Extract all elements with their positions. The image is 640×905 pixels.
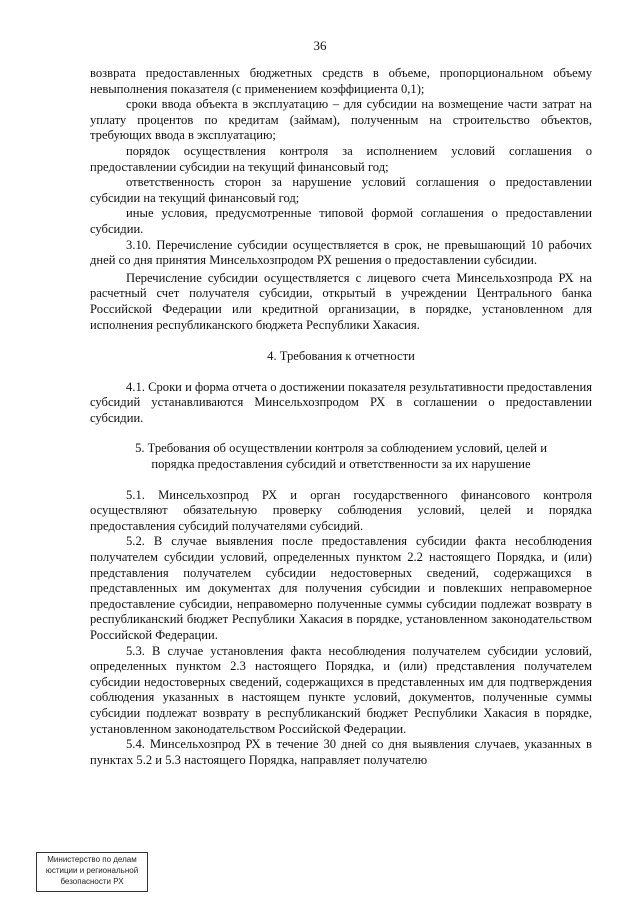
section-heading-5 xyxy=(90,441,592,472)
section-heading-4: 4. Требования к отчетности xyxy=(267,349,415,364)
page-number: 36 xyxy=(313,38,327,53)
stamp-line: юстиции и региональной xyxy=(45,866,139,875)
document-body xyxy=(90,66,592,768)
paragraph: Перечисление субсидии осуществляется с лицевого счета Минсельхозпрода РХ на расчетный счет получателя субсидии, открытый в учреждении Центрального банка Российской Федерации или кредитной организации, в порядке, установленном для исполнения республиканского бюджета Республики Хакасия. xyxy=(90,270,592,332)
paragraph: иные условия, предусмотренные типовой формой соглашения о предоставлении субсидии. xyxy=(90,206,592,236)
section-heading-5-line2: порядка предоставления субсидий и ответственности за их нарушение xyxy=(151,457,531,472)
paragraph: 4.1. Сроки и форма отчета о достижении показателя результативности предоставления субсидий устанавливаются Минсельхозпродом РХ в соглашении о предоставлении субсидии. xyxy=(90,379,592,425)
section-heading-5-line1: 5. Требования об осуществлении контроля за соблюдением условий, целей и xyxy=(135,441,547,456)
stamp-line: безопасности РХ xyxy=(60,877,124,886)
paragraph: ответственность сторон за нарушение условий соглашения о предоставлении субсидии на текущий финансовый год; xyxy=(90,175,592,205)
paragraph: 5.1. Минсельхозпрод РХ и орган государственного финансового контроля осуществляют обязательную проверку соблюдения условий, целей и порядка предоставления субсидий получателями субсидий. xyxy=(90,487,592,533)
paragraph: 5.2. В случае выявления после предоставления субсидии факта несоблюдения получателем субсидии условий, определенных пунктом 2.2 настоящего Порядка, и (или) представления получателем субсидии недостоверных сведений, содержащихся в представленных им документах для получения субсидии и повлекших неправомерное предоставление субсидии, неправомерно полученные суммы субсидии подлежат возврату в республиканский бюджет Республики Хакасия в порядке, установленном законодательством Российской Федерации. xyxy=(90,534,592,642)
paragraph: 3.10. Перечисление субсидии осуществляется в срок, не превышающий 10 рабочих дней со дня принятия Минсельхозпродом РХ решения о предоставлении субсидии. xyxy=(90,237,592,268)
paragraph: возврата предоставленных бюджетных средств в объеме, пропорциональном объему невыполнения показателя (с применением коэффициента 0,1); xyxy=(90,66,592,96)
ministry-stamp xyxy=(36,852,148,892)
stamp-line: Министерство по делам xyxy=(47,855,137,864)
paragraph: порядок осуществления контроля за исполнением условий соглашения о предоставлении субсидии на текущий финансовый год; xyxy=(90,143,592,174)
paragraph: 5.4. Минсельхозпрод РХ в течение 30 дней со дня выявления случаев, указанных в пунктах 5.2 и 5.3 настоящего Порядка, направляет получателю xyxy=(90,737,592,767)
paragraph: сроки ввода объекта в эксплуатацию – для субсидии на возмещение части затрат на уплату процентов по кредитам (займам), полученным на строительство объектов, требующих ввода в эксплуатацию; xyxy=(90,97,592,143)
paragraph: 5.3. В случае установления факта несоблюдения получателем субсидии условий, определенных пунктом 2.3 настоящего Порядка, и (или) представления получателем субсидии недостоверных сведений, содержащихся в представленных им для подтверждения соблюдения указанных в настоящем пункте условий, документов, полученные суммы субсидии подлежат возврату в республиканский бюджет Республики Хакасия в порядке, установленном законодательством Российской Федерации. xyxy=(90,643,592,736)
